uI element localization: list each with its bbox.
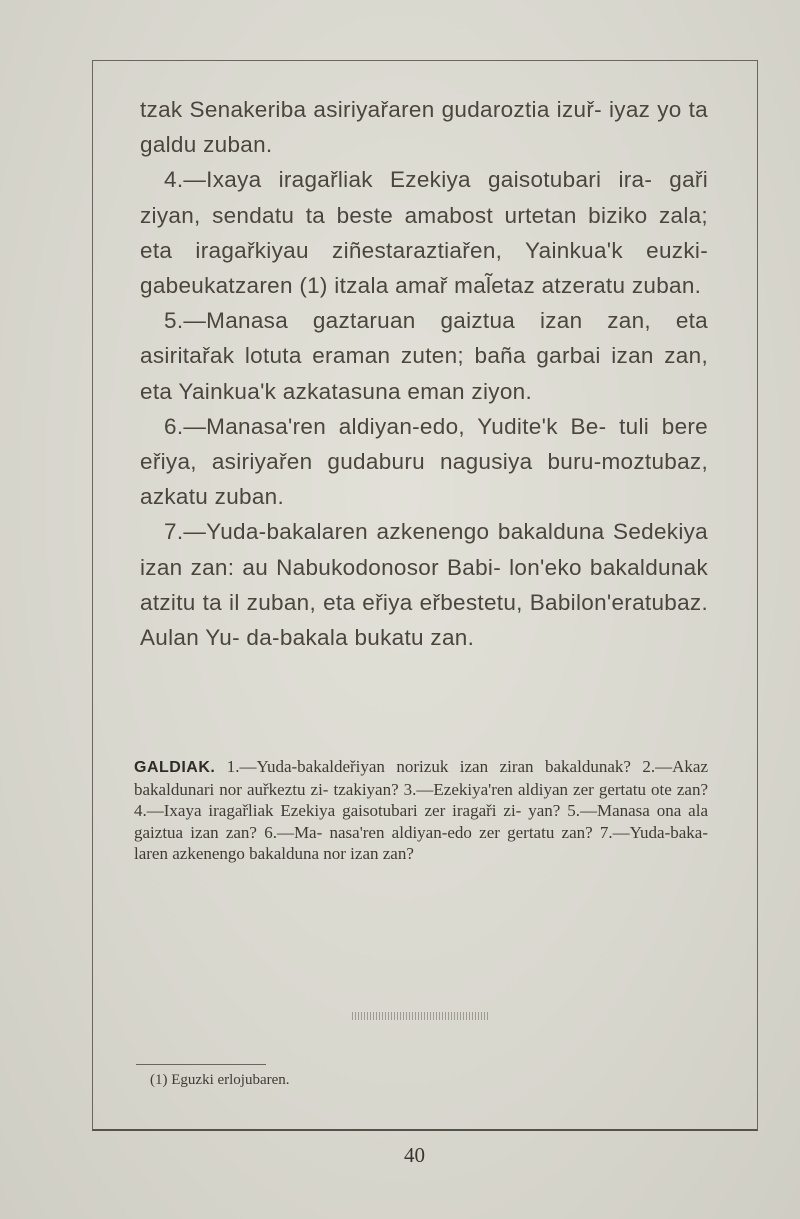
footnote — [150, 1072, 290, 1089]
paragraph-item-7: 7.—Yuda-bakalaren azkenengo bakalduna Sedekiya izan zan: au Nabukodonosor Babi- lon'eko bakaldunak atzitu ta il zuban, eta eřiya eřbestetu, Babilon'eratubaz. Aulan Yu- da-bakala bukatu zan. — [140, 519, 708, 651]
questions-text: 1.—Yuda-bakaldeřiyan norizuk izan ziran bakaldunak? 2.—Akaz bakaldunari nor auřkeztu zi- tzakiyan? 3.—Ezekiya'ren aldiyan zer gertatu ote zan? 4.—Ixaya iragařliak Ezekiya gaisotubari zer iragaři zi- yan? 5.—Manasa ona ala gaiztua izan zan? 6.—Ma- nasa'ren aldiyan-edo zer gertatu zan? 7.—Yuda-baka- laren azkenengo bakalduna nor izan zan? — [134, 757, 708, 864]
paragraph-item-5: 5.—Manasa gaztaruan gaiztua izan zan, eta asiritařak lotuta eraman zuten; baña garbai izan zan, eta Yainkua'k azkatasuna eman ziyon. — [140, 308, 708, 404]
paragraph-continuation: tzak Senakeriba asiriyařaren gudaroztia izuř- iyaz yo ta galdu zuban. — [140, 97, 708, 158]
questions-label: GALDIAK. — [134, 759, 216, 776]
paragraph-item-6: 6.—Manasa'ren aldiyan-edo, Yudite'k Be- tuli bere eřiya, asiriyařen gudaburu nagusiya buru-moztubaz, azkatu zuban. — [140, 413, 708, 510]
footnote-marker: (1) — [150, 1072, 168, 1088]
paragraph-item-4: 4.—Ixaya iragařliak Ezekiya gaisotubari ira- gaři ziyan, sendatu ta beste amabost urtetan biziko zala; eta iragařkiyau ziñestaraztiařen, Yainkua'k euzki-gabeukatzaren (1) itzala amař mal̃etaz atzeratu zuban. — [140, 167, 708, 299]
footnote-rule — [136, 1064, 266, 1065]
page-number: 40 — [404, 1143, 425, 1167]
questions-section — [134, 756, 708, 865]
footnote-text: Eguzki erlojubaren. — [171, 1072, 290, 1088]
main-text — [140, 92, 708, 655]
ornament-divider — [352, 1012, 488, 1020]
